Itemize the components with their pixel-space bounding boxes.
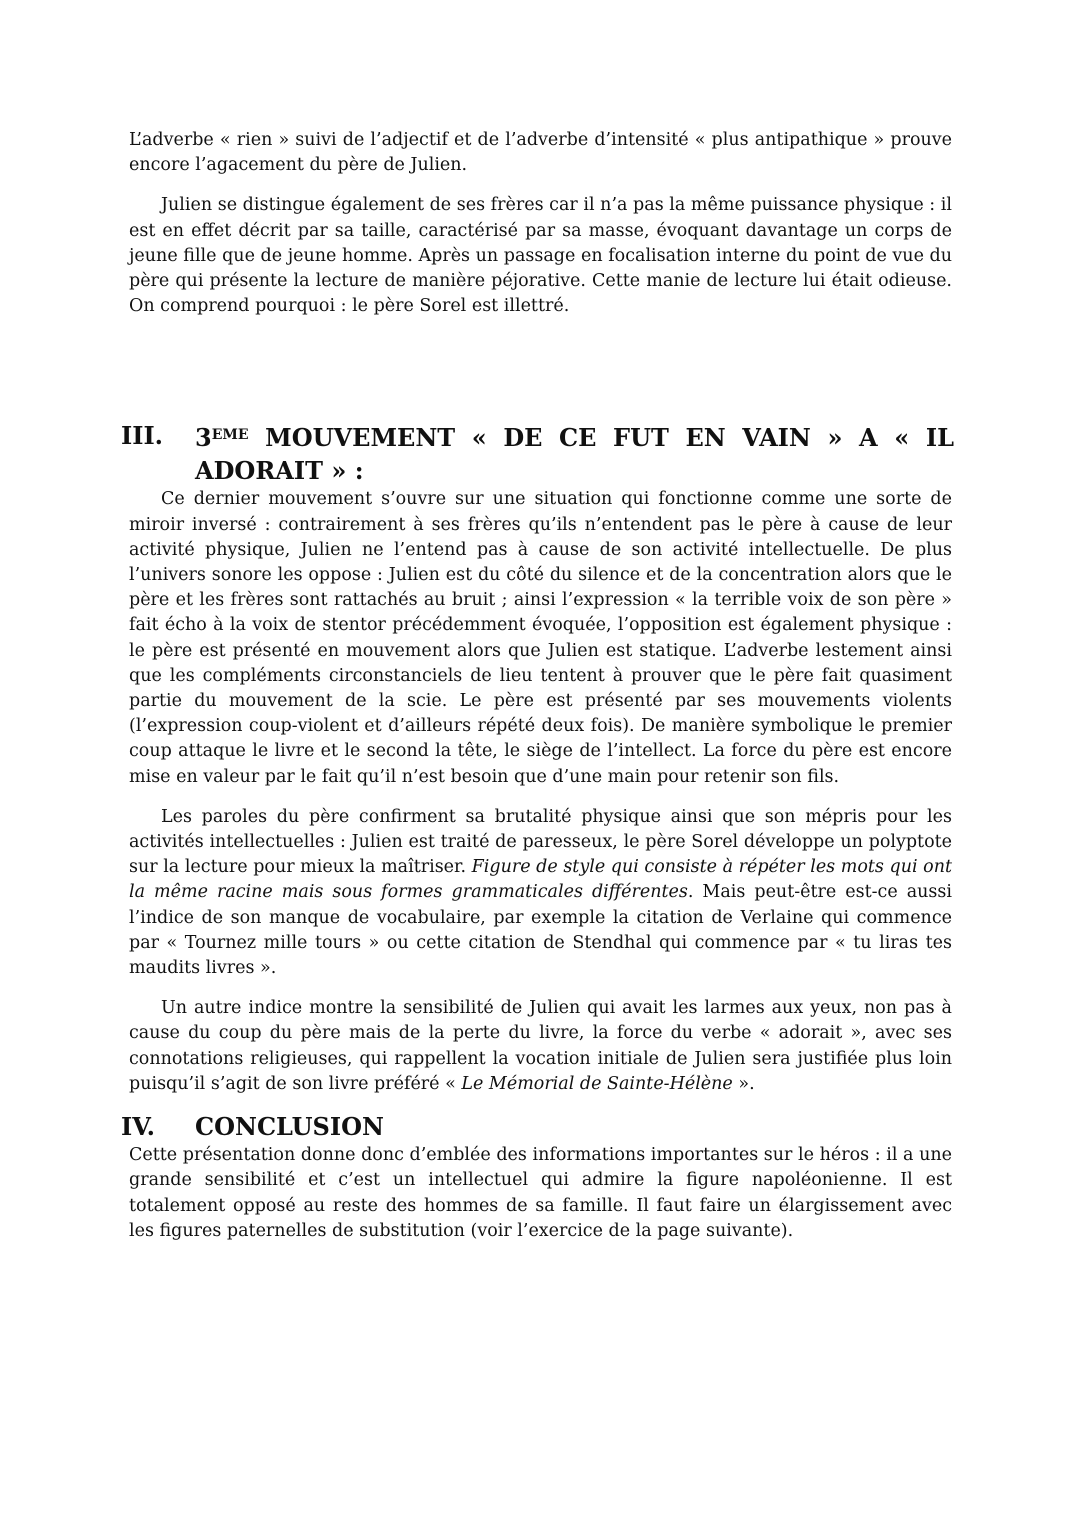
- document-page: [121, 128, 954, 1244]
- paragraph-intro-1: L’adverbe « rien » suivi de l’adjectif et de l’adverbe d’intensité « plus antipathique » prouve encore l’agacement du père de Julien.: [129, 130, 952, 176]
- section-3-paragraph-2-text-b: . Mais peut-être est-ce aussi l’indice de son manque de vocabulaire, par exemple la citation de Verlaine qui commence par « Tournez mille tours » ou cette citation de Stendhal qui commence par « tu liras tes maudits livres ».: [129, 882, 952, 979]
- section-3-heading: [121, 419, 954, 487]
- section-3-paragraph-3-italic: Le Mémorial de Sainte-Hélène: [461, 1073, 733, 1094]
- section-3-title-prefix: 3: [195, 423, 212, 453]
- section-3-paragraph-2-text-a: Les paroles du père confirment sa brutalité physique ainsi que son mépris pour les activités intellectuelles : Julien est traité de paresseux, le père Sorel développe un polyptote sur la lecture pour mieux la maîtriser.: [129, 806, 952, 878]
- section-3-number: III.: [121, 421, 164, 451]
- section-3-title-sup: EME: [211, 427, 249, 444]
- section-4-title: CONCLUSION: [195, 1112, 384, 1142]
- section-4-paragraph-1: Cette présentation donne donc d’emblée des informations importantes sur le héros : il a une grande sensibilité et c’est un intellectuel qui admire la figure napoléonienne. Il est totalement opposé au reste des hommes de sa famille. Il faut faire un élargissement avec les figures paternelles de substitution (voir l’exercice de la page suivante).: [129, 1145, 952, 1241]
- section-4-number: IV.: [121, 1112, 156, 1142]
- section-3-title: [195, 419, 954, 487]
- section-3-paragraph-2-italic: Figure de style qui consiste à répéter les mots qui ont la même racine mais sous formes grammaticales différentes: [129, 857, 952, 903]
- section-3-paragraph-3-text-b: ».: [732, 1073, 755, 1094]
- section-3-paragraph-1: Ce dernier mouvement s’ouvre sur une situation qui fonctionne comme une sorte de miroir inversé : contrairement à ses frères qu’ils n’entendent pas le père à cause de leur activité physique, Julien ne l’entend pas à cause de son activité intellectuelle. De plus l’univers sonore les oppose : Julien est du côté du silence et de la concentration alors que le père et les frères sont rattachés au bruit ; ainsi l’expression « la terrible voix de son père » fait écho à la voix de stentor précédemment évoquée, l’opposition est également physique : le père est présenté en mouvement alors que Julien est statique. L’adverbe lestement ainsi que les compléments circonstanciels de lieu tentent à prouver que le père fait quasiment partie du mouvement de la scie. Le père est présenté par ses mouvements violents (l’expression coup-violent et d’ailleurs répété deux fois). De manière symbolique le premier coup attaque le livre et le second la tête, le siège de l’intellect. La force du père est encore mise en valeur par le fait qu’il n’est besoin que d’une main pour retenir son fils.: [129, 489, 952, 787]
- section-3-title-rest: MOUVEMENT « DE CE FUT EN VAIN » A « IL ADORAIT » :: [195, 423, 954, 486]
- section-4-heading: [121, 1110, 954, 1143]
- section-3-paragraph-3: [129, 996, 952, 1097]
- section-3-paragraph-3-text-a: Un autre indice montre la sensibilité de Julien qui avait les larmes aux yeux, non pas à cause du coup du père mais de la perte du livre, la force du verbe « adorait », avec ses connotations religieuses, qui rappellent la vocation initiale de Julien sera justifiée plus loin puisqu’il s’agit de son livre préféré «: [129, 998, 952, 1094]
- paragraph-intro-2: Julien se distingue également de ses frères car il n’a pas la même puissance physique : il est en effet décrit par sa taille, caractérisé par sa masse, évoquant davantage un corps de jeune fille que de jeune homme. Après un passage en focalisation interne du point de vue du père qui présente la lecture de manière péjorative. Cette manie de lecture lui était odieuse. On comprend pourquoi : le père Sorel est illettré.: [129, 195, 952, 317]
- section-3-paragraph-2: [129, 805, 952, 981]
